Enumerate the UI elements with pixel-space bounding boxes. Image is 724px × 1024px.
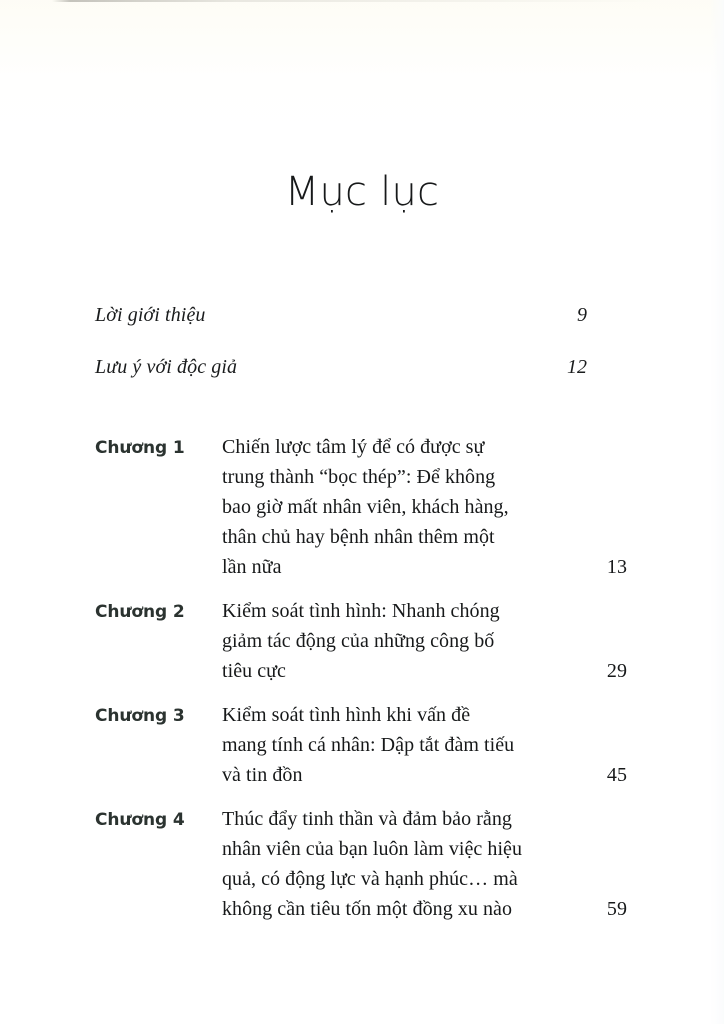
toc-entry-row: [95, 596, 627, 686]
chapter-title-line-text: lần nữa: [222, 556, 282, 578]
toc-front-matter-entry[interactable]: [95, 300, 587, 330]
toc-entry-row: [95, 300, 587, 330]
chapter-title-block: [222, 804, 627, 924]
chapter-title-line: [222, 626, 587, 656]
scan-warm-wash: [0, 0, 724, 150]
toc-chapter-entry[interactable]: [95, 700, 627, 790]
toc-entry-page-number: 45: [606, 764, 627, 786]
chapter-title-line-text: nhân viên của bạn luôn làm việc hiệu: [222, 838, 523, 860]
toc-entry-page-number: 9: [577, 304, 587, 326]
chapter-title-line-text: thân chủ hay bệnh nhân thêm một: [222, 526, 495, 548]
toc-entry-page-number: 12: [567, 356, 587, 378]
chapter-label: Chương 1: [95, 438, 185, 458]
page-title: Mục lục: [284, 169, 440, 215]
chapter-label: Chương 2: [95, 602, 185, 622]
chapter-title-line-text: trung thành “bọc thép”: Để không: [222, 466, 496, 488]
chapter-title-line-text: bao giờ mất nhân viên, khách hàng,: [222, 496, 509, 518]
chapter-title-line-text: Kiểm soát tình hình: Nhanh chóng: [222, 600, 500, 622]
chapter-title-line: [222, 760, 627, 790]
toc-chapter-entry[interactable]: [95, 432, 627, 582]
chapter-title-line: [222, 700, 587, 730]
chapter-title-line: [222, 522, 587, 552]
chapter-title-line-text: Thúc đẩy tinh thần và đảm bảo rằng: [222, 808, 512, 830]
toc-chapter-entry[interactable]: [95, 804, 627, 924]
toc-front-matter-entry[interactable]: [95, 352, 587, 382]
toc-entry-page-number: 59: [606, 898, 627, 920]
chapter-title-line: [222, 596, 587, 626]
chapter-label: Chương 4: [95, 810, 185, 830]
chapter-title-line: [222, 864, 587, 894]
chapter-title-line-text: không cần tiêu tốn một đồng xu nào: [222, 898, 512, 920]
chapter-label: Chương 3: [95, 706, 185, 726]
chapter-title-line-text: Chiến lược tâm lý để có được sự: [222, 436, 485, 458]
toc-entry-row: [95, 804, 627, 924]
chapter-title-line: [222, 432, 587, 462]
toc-entry-page-number: 29: [606, 660, 627, 682]
toc-chapter-entry[interactable]: [95, 596, 627, 686]
chapter-title-line: [222, 804, 587, 834]
chapter-title-line: [222, 462, 587, 492]
toc-entry-title: Lưu ý với độc giả: [95, 356, 238, 378]
toc-entry-page-number: 13: [606, 556, 627, 578]
chapter-title-line-text: mang tính cá nhân: Dập tắt đàm tiếu: [222, 734, 515, 756]
chapter-title-line: [222, 730, 587, 760]
chapter-title-line-text: giảm tác động của những công bố: [222, 630, 495, 652]
chapter-title-line-text: và tin đồn: [222, 764, 303, 786]
toc-entry-title: Lời giới thiệu: [95, 304, 206, 326]
scan-right-edge-artifact: [710, 0, 724, 1024]
chapter-title-line: [222, 894, 627, 924]
toc-entry-row: [95, 700, 627, 790]
chapter-title-block: [222, 700, 627, 790]
chapter-title-line: [222, 834, 587, 864]
toc-entry-row: [95, 352, 587, 382]
toc-entry-row: [95, 432, 627, 582]
chapter-title-line: [222, 552, 627, 582]
chapter-title-line-text: quả, có động lực và hạnh phúc… mà: [222, 868, 518, 890]
chapter-title-line-text: Kiểm soát tình hình khi vấn đề: [222, 704, 471, 726]
chapter-title-line: [222, 492, 587, 522]
section-spacer: [95, 404, 587, 432]
scan-top-edge-artifact: [52, 0, 662, 2]
chapter-title-block: [222, 596, 627, 686]
toc-entry-list: [95, 300, 627, 938]
chapter-title-block: [222, 432, 627, 582]
chapter-title-line-text: tiêu cực: [222, 660, 286, 682]
chapter-title-line: [222, 656, 627, 686]
